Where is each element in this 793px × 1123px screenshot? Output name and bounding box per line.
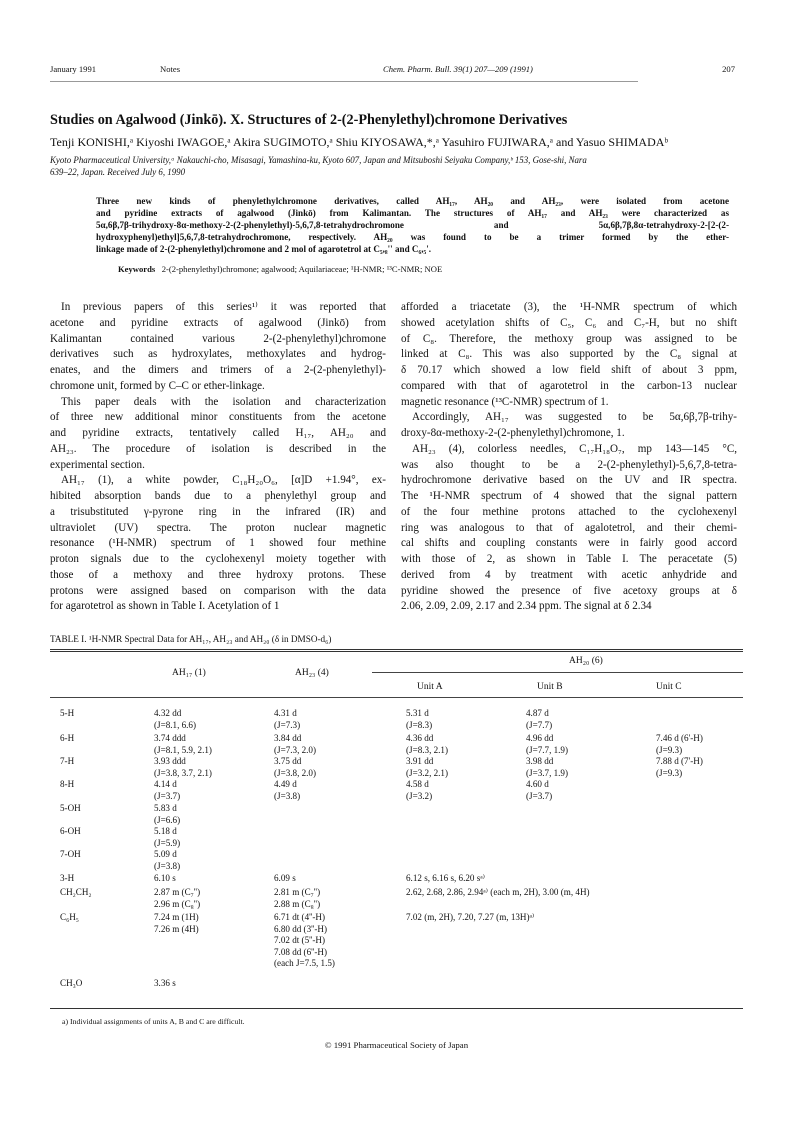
table-row-label: 5-OH	[60, 803, 81, 813]
table-row-label: 3-H	[60, 873, 75, 883]
table-row-label: 6-OH	[60, 826, 81, 836]
body-text-line: of C₈. Therefore, the methoxy group was assigned to be	[401, 332, 737, 345]
body-text-line: showed acetylation shifts of C₅, C₆ and C₇-H, but no shift	[401, 316, 737, 329]
copyright-notice: © 1991 Pharmaceutical Society of Japan	[324, 1040, 469, 1050]
running-header	[50, 64, 735, 78]
body-text-line: for agarotetrol as shown in Table I. Acetylation of 1	[50, 600, 280, 613]
table-cell: 3.84 dd (J=7.3, 2.0)	[274, 733, 317, 755]
keywords	[118, 264, 729, 274]
body-text-line: experimental section.	[50, 458, 145, 471]
body-right-column	[401, 300, 737, 615]
body-text-line: cal shifts and coupling constants were in fairly good accord	[401, 537, 737, 550]
body-text-line: pyridine showed the presence of five acetoxy groups at δ	[401, 584, 737, 597]
table-cell: 4.14 d (J=3.7)	[154, 779, 181, 801]
paper-title: Studies on Agalwood (Jinkō). X. Structures of 2-(2-Phenylethyl)chromone Derivatives	[50, 112, 568, 128]
abstract-line: and pyridine extracts of agalwood (Jinkō) from Kalimantan. The structures of AH₁₇ and AH₂₃ were characterized as	[96, 207, 729, 218]
body-text-line: acetone and pyridine extracts of agalwood (Jinkō) from	[50, 316, 386, 329]
header-unit-b: Unit B	[537, 682, 563, 692]
body-text-line: AH₂₃. The procedure of isolation is described in the	[50, 442, 386, 455]
body-text-line: hibited absorption bands due to a phenylethyl group and	[50, 490, 386, 502]
body-text-line: ultraviolet (UV) spectra. The proton nuclear magnetic	[50, 521, 386, 534]
table-cell: 4.60 d (J=3.7)	[526, 779, 553, 801]
table-row-label: 8-H	[60, 779, 75, 789]
page-number: 207	[722, 64, 735, 74]
abstract-line: hydroxyphenyl)ethyl]5,6,7,8-tetrahydrochromone, respectively. AH₂₀ was found to be a trimer formed by the ether-	[96, 231, 729, 242]
header-unit-a: Unit A	[417, 682, 443, 692]
body-text-line: 2.06, 2.09, 2.09, 2.17 and 2.34 ppm. The signal at δ 2.34	[401, 600, 652, 613]
table-cell: 3.98 dd (J=3.7, 1.9)	[526, 756, 569, 778]
table-cell: 3.74 ddd (J=8.1, 5.9, 2.1)	[154, 733, 212, 755]
table-cell: 3.36 s	[154, 978, 176, 988]
journal-citation: Chem. Pharm. Bull. 39(1) 207—209 (1991)	[383, 64, 533, 74]
table-row-label: CH₃O	[60, 978, 83, 988]
table-cell: 5.83 d (J=6.6)	[154, 803, 181, 825]
table-cell: 2.81 m (C₇'') 2.88 m (C₈'')	[274, 887, 321, 909]
section-label: Notes	[160, 64, 181, 74]
affiliation	[50, 154, 741, 178]
table-cell: 5.18 d (J=5.9)	[154, 826, 181, 848]
body-text-line: δ 70.17 which showed a low field shift of about 3 ppm,	[401, 364, 737, 376]
body-text-line: enates, and the dimers and trimers of a 2-(2-phenylethyl)-	[50, 364, 386, 376]
abstract	[96, 196, 729, 256]
body-text-line: This paper deals with the isolation and characterization	[61, 395, 386, 408]
body-text-line: derived from 4 by treatment with acetic anhydride and	[401, 568, 737, 581]
body-text-line: proton signals due to the cyclohexenyl moiety together with	[50, 553, 386, 565]
header-unit-c: Unit C	[656, 682, 682, 692]
body-text-line: droxy-8α-methoxy-2-(2-phenylethyl)chromone, 1.	[401, 427, 625, 439]
table-caption: TABLE I. ¹H-NMR Spectral Data for AH₁₇, AH₂₃ and AH₂₀ (δ in DMSO-d₆)	[50, 634, 332, 644]
keywords-label: Keywords	[118, 264, 156, 274]
body-text-line: those of a methoxy and three hydroxy protons. These	[50, 568, 386, 581]
table-cell: 2.87 m (C₇'') 2.96 m (C₈'')	[154, 887, 201, 909]
body-text-line: of three new additional minor constituents from the acetone	[50, 411, 386, 424]
body-text-line: a trisubstituted γ-pyrone ring in the infrared (IR) and	[50, 505, 386, 518]
table-cell: 4.31 d (J=7.3)	[274, 708, 301, 730]
abstract-line: Three new kinds of phenylethylchromone derivatives, called AH₁₇, AH₂₀ and AH₂₃, were isolated from acetone	[96, 196, 729, 206]
body-text-line: The ¹H-NMR spectrum of 4 showed that the signal pattern	[401, 490, 737, 502]
table-row-label: 5-H	[60, 708, 75, 718]
table-header-rule	[50, 697, 743, 698]
table-top-rule	[50, 649, 743, 650]
header-ah20: AH₂₀ (6)	[569, 656, 603, 666]
table-bottom-rule	[50, 1008, 743, 1009]
body-text-line: chromone unit, formed by C–C or ether-linkage.	[50, 379, 265, 392]
abstract-line: 5α,6β,7β-trihydroxy-8α-methoxy-2-(2-phenylethyl)-5,6,7,8-tetrahydrochromone and 5α,6β,7β,8α-tetrahydroxy-2-[2-(2-	[96, 219, 729, 230]
table-cell: 6.10 s	[154, 873, 176, 883]
keywords-text: 2-(2-phenylethyl)chromone; agalwood; Aquilariaceae; ¹H-NMR; ¹³C-NMR; NOE	[161, 264, 443, 274]
table-cell: 6.09 s	[274, 873, 296, 883]
affiliation-line: 639–22, Japan. Received July 6, 1990	[50, 167, 186, 178]
table-cell: 6.12 s, 6.16 s, 6.20 sᵃ⁾	[406, 873, 485, 883]
author-list: Tenji KONISHI,ᵃ Kiyoshi IWAGOE,ᵃ Akira SUGIMOTO,ᵃ Shiu KIYOSAWA,*,ᵃ Yasuhiro FUJIWARA,ᵃ and Yasuo SHIMADAᵇ	[50, 135, 669, 149]
table-cell: 4.49 d (J=3.8)	[274, 779, 301, 801]
body-text-line: resonance (¹H-NMR) spectrum of 1 showed four methine	[50, 537, 386, 550]
header-rule	[50, 81, 638, 82]
table-cell: 5.09 d (J=3.8)	[154, 849, 181, 871]
table-cell: 7.02 (m, 2H), 7.20, 7.27 (m, 13H)ᵃ⁾	[406, 912, 535, 922]
nmr-table	[50, 652, 743, 1012]
body-text-line: of the four methine protons attached to the cyclohexenyl	[401, 505, 737, 518]
table-footnote: a) Individual assignments of units A, B and C are difficult.	[62, 1017, 245, 1026]
header-ah17: AH₁₇ (1)	[172, 668, 206, 678]
body-text-line: Kalimantan contained various 2-(2-phenylethyl)chromone	[50, 332, 386, 345]
table-cell: 2.62, 2.68, 2.86, 2.94ᵃ⁾ (each m, 2H), 3.00 (m, 4H)	[406, 887, 590, 897]
table-row-label: C₆H₅	[60, 912, 79, 922]
table-cell: 4.96 dd (J=7.7, 1.9)	[526, 733, 569, 755]
table-cell: 4.36 dd (J=8.3, 2.1)	[406, 733, 449, 755]
table-cell: 3.75 dd (J=3.8, 2.0)	[274, 756, 317, 778]
table-cell: 5.31 d (J=8.3)	[406, 708, 433, 730]
table-cell: 6.71 dt (4''-H) 6.80 dd (3''-H) 7.02 dt (5''-H) 7.08 dd (6''-H) (each J=7.5, 1.5)	[274, 912, 335, 969]
table-row-label: 6-H	[60, 733, 75, 743]
body-left-column	[50, 300, 386, 615]
table-row-label: 7-OH	[60, 849, 81, 859]
body-text-line: compared with that of agarotetrol in the carbon-13 nuclear	[401, 379, 737, 392]
table-cell: 4.87 d (J=7.7)	[526, 708, 553, 730]
table-row-label: CH₂CH₂	[60, 887, 92, 897]
header-ah23: AH₂₃ (4)	[295, 668, 329, 678]
table-cell: 4.32 dd (J=8.1, 6.6)	[154, 708, 197, 730]
table-cell: 4.58 d (J=3.2)	[406, 779, 433, 801]
issue-date: January 1991	[50, 64, 97, 74]
body-text-line: ring was analogous to that of agalotetrol, and their chemi-	[401, 521, 737, 534]
body-text-line: afforded a triacetate (3), the ¹H-NMR spectrum of which	[401, 301, 737, 313]
body-text-line: Accordingly, AH₁₇ was suggested to be 5α,6β,7β-trihy-	[412, 411, 737, 424]
body-text-line: was also thought to be a 2-(2-phenylethyl)-5,6,7,8-tetra-	[401, 458, 737, 471]
body-text-line: with those of 2, as shown in Table I. The peracetate (5)	[401, 553, 737, 565]
table-cell: 3.93 ddd (J=3.8, 3.7, 2.1)	[154, 756, 212, 778]
table-row-label: 7-H	[60, 756, 75, 766]
body-text-line: and pyridine extracts, tentatively called H₁₇, AH₂₀ and	[50, 427, 386, 439]
table-cell: 7.46 d (6'-H) (J=9.3)	[656, 733, 703, 755]
body-text-line: hydrochromone derivative based on the UV and IR spectra.	[401, 474, 737, 487]
body-text-line: AH₁₇ (1), a white powder, C₁₈H₂₀O₆, [α]D +1.94°, ex-	[61, 474, 386, 487]
body-text-line: In previous papers of this series¹⁾ it was reported that	[61, 301, 386, 313]
body-text-line: linked at C₈. This was also supported by the C₈ signal at	[401, 348, 737, 361]
table-cell: 3.91 dd (J=3.2, 2.1)	[406, 756, 449, 778]
ah20-span-rule	[372, 672, 743, 673]
abstract-line: linkage made of 2-(2-phenylethyl)chromone and 2 mol of agarotetrol at C₅,₈'' and C₆,₅'.	[96, 243, 431, 254]
body-text-line: AH₂₃ (4), colorless needles, C₁₇H₁₈O₇, mp 143—145 °C,	[412, 442, 737, 455]
body-text-line: magnetic resonance (¹³C-NMR) spectrum of 1.	[401, 395, 609, 408]
affiliation-line: Kyoto Pharmaceutical University,ᵃ Nakauchi-cho, Misasagi, Yamashina-ku, Kyoto 607, Japan and Mitsuboshi Seiyaku Company,ᵇ 153, Gose-shi, Nara	[50, 155, 587, 165]
table-cell: 7.88 d (7'-H) (J=9.3)	[656, 756, 703, 778]
body-text-line: derivatives such as hydroxylates, methoxylates and hydrog-	[50, 348, 386, 361]
body-text-line: protons were assigned based on comparison with the data	[50, 584, 386, 597]
table-cell: 7.24 m (1H) 7.26 m (4H)	[154, 912, 199, 934]
